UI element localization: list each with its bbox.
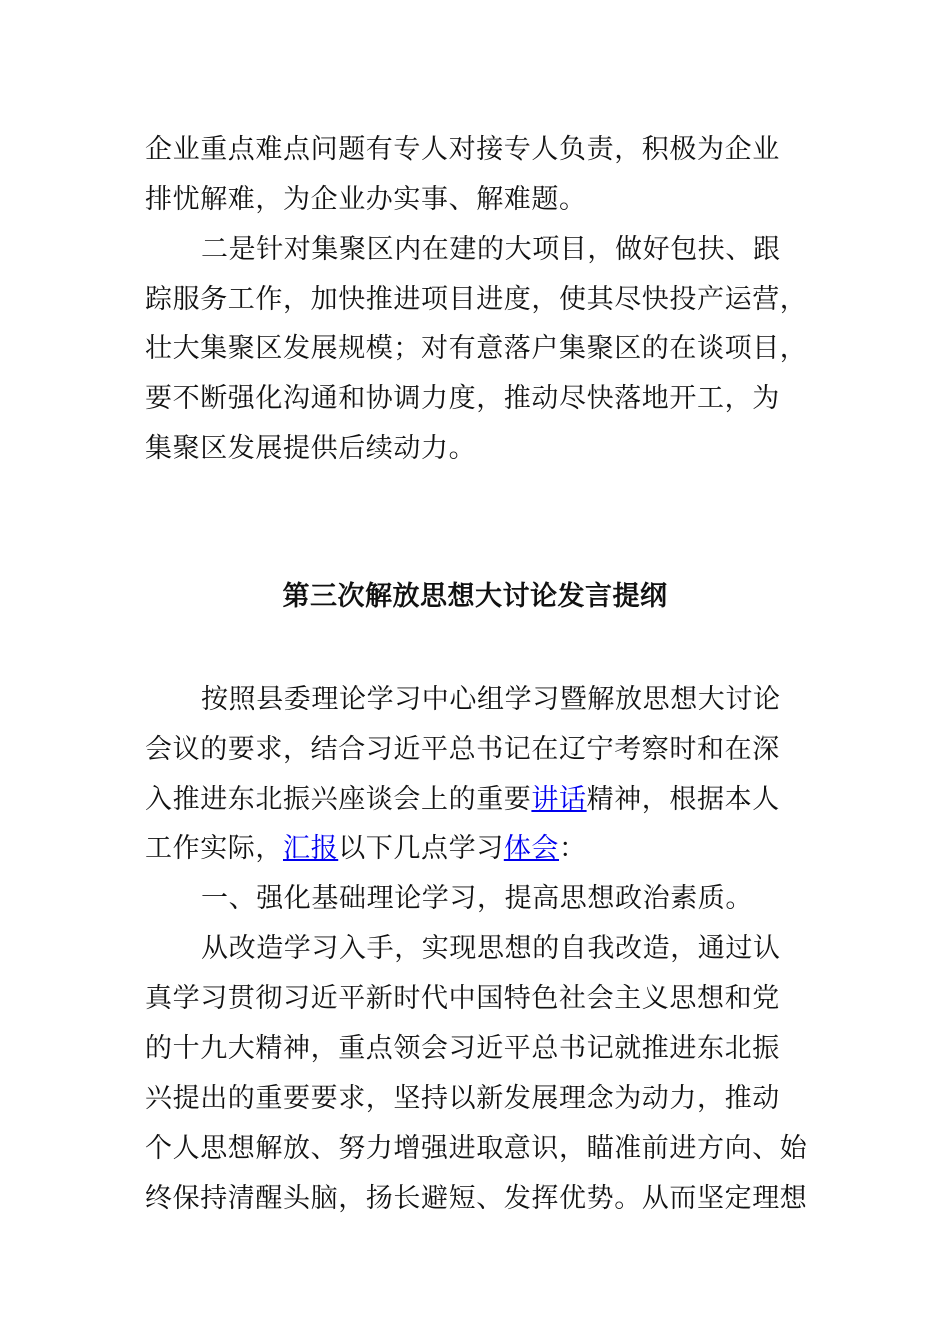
- text-segment: ：: [559, 833, 587, 864]
- text-segment: 以下几点学习: [338, 833, 504, 864]
- paragraph-line: 从改造学习入手，实现思想的自我改造，通过认: [201, 933, 781, 964]
- paragraph-line: 踪服务工作，加快推进项目进度，使其尽快投产运营，: [145, 284, 808, 315]
- paragraph-line: 企业重点难点问题有专人对接专人负责，积极为企业: [145, 134, 780, 165]
- section-heading: 一、强化基础理论学习，提高思想政治素质。: [201, 883, 753, 914]
- paragraph-line: 要不断强化沟通和协调力度，推动尽快落地开工，为: [145, 383, 780, 414]
- paragraph-line: [145, 782, 780, 818]
- paragraph-line: 壮大集聚区发展规模；对有意落户集聚区的在谈项目，: [145, 333, 808, 364]
- text-segment: 入推进东北振兴座谈会上的重要: [145, 784, 532, 815]
- paragraph-line: 个人思想解放、努力增强进取意识，瞄准前进方向、始: [145, 1133, 808, 1164]
- text-segment: 工作实际，: [145, 833, 283, 864]
- paragraph-line: 按照县委理论学习中心组学习暨解放思想大讨论: [201, 684, 781, 715]
- paragraph-line: 的十九大精神，重点领会习近平总书记就推进东北振: [145, 1033, 780, 1064]
- paragraph-line: 兴提出的重要要求，坚持以新发展理念为动力，推动: [145, 1083, 780, 1114]
- paragraph-line: 集聚区发展提供后续动力。: [145, 433, 477, 464]
- paragraph-line: 终保持清醒头脑，扬长避短、发挥优势。从而坚定理想: [145, 1183, 808, 1214]
- speech-link[interactable]: 讲话: [531, 784, 587, 815]
- paragraph-line: [145, 831, 587, 867]
- experience-link[interactable]: 体会: [503, 833, 560, 864]
- report-link[interactable]: 汇报: [283, 833, 339, 864]
- paragraph-line: 真学习贯彻习近平新时代中国特色社会主义思想和党: [145, 983, 780, 1014]
- text-segment: 精神，根据本人: [586, 784, 780, 815]
- paragraph-line: 会议的要求，结合习近平总书记在辽宁考察时和在深: [145, 734, 780, 765]
- paragraph-line: 排忧解难，为企业办实事、解难题。: [145, 184, 587, 215]
- paragraph-line: 二是针对集聚区内在建的大项目，做好包扶、跟: [201, 234, 781, 265]
- document-title: 第三次解放思想大讨论发言提纲: [282, 581, 668, 612]
